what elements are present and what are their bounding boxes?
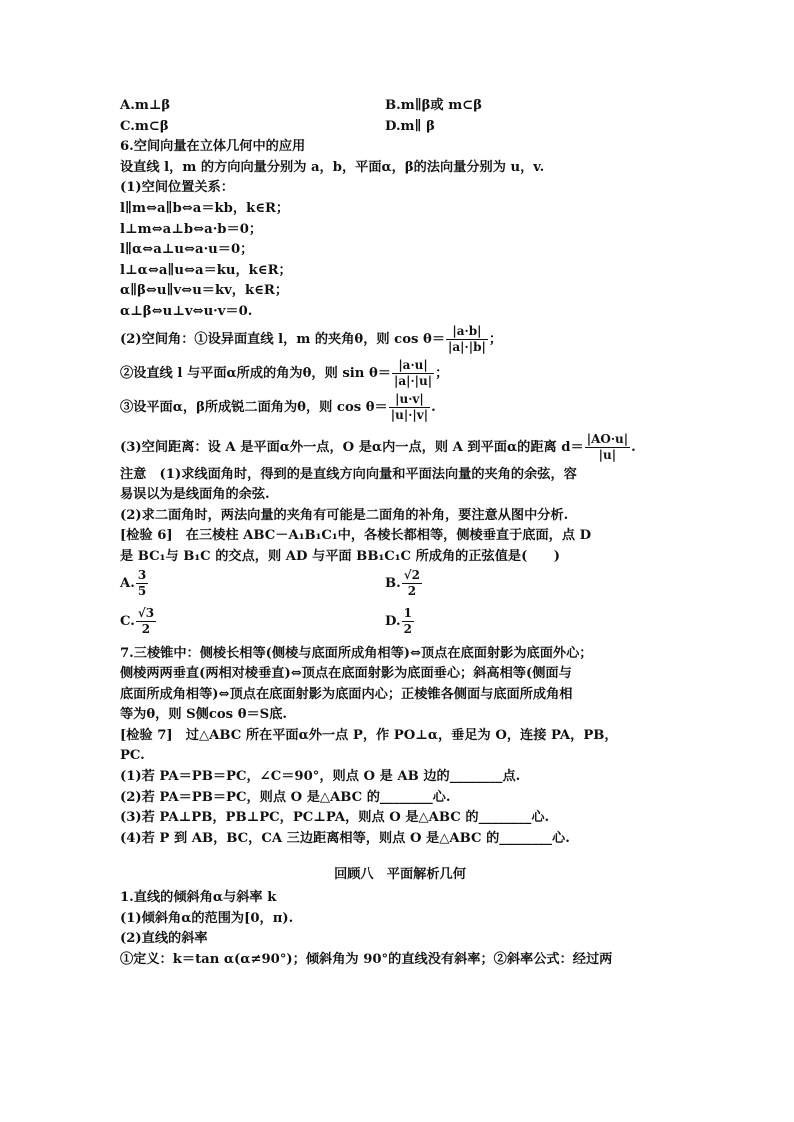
section-7-line: 侧棱两两垂直(两相对棱垂直)⇔顶点在底面射影为底面垂心；斜高相等(侧面与 [120, 666, 572, 682]
choice-b: B. $\frac{√2}{2}$ [385, 567, 420, 598]
position-relation-title: (1)空间位置关系： [120, 180, 234, 196]
check-7-item: (3)若 PA⊥PB，PB⊥PC，PC⊥PA，则点 O 是△ABC 的________心. [120, 810, 550, 826]
review-8-line: (1)倾斜角α的范围为[0，π). [120, 910, 294, 926]
fraction: $\frac{√3}{2}$ [137, 605, 155, 636]
note-line: (2)求二面角时，两法向量的夹角有可能是二面角的补角，要注意从图中分析. [120, 507, 569, 523]
section-7-line: 等为θ，则 S侧cos θ＝S底. [120, 707, 287, 723]
review-8-line: ①定义：k＝tan α(α≠90°)；倾斜角为 90°的直线没有斜率；②斜率公式：经过两 [120, 951, 613, 967]
check-6-choices-row-1 [120, 568, 680, 606]
angle-formula-3: ③设平面α，β所成锐二面角为θ，则 cos θ＝ $\frac{|u\cdot v|}{|u|\cdot|v|}$ . [120, 391, 436, 422]
option-a: A.m⊥β [120, 98, 171, 113]
fraction: $\frac{|a\cdot b|}{|a|\cdot|b|}$ [448, 323, 486, 354]
check-6-question: 是 BC₁与 B₁C 的交点，则 AD 与平面 BB₁C₁C 所成角的正弦值是( ) [120, 548, 560, 564]
section-7-line: 7.三棱锥中：侧棱长相等(侧棱与底面所成角相等)⇔顶点在底面射影为底面外心； [120, 645, 593, 661]
fraction: $\frac{3}{5}$ [137, 567, 147, 598]
fraction: $\frac{1}{2}$ [403, 605, 412, 636]
note-line: 注意 (1)求线面角时，得到的是直线方向向量和平面法向量的夹角的余弦，容 [120, 466, 577, 482]
review-8-title: 回顾八 平面解析几何 [334, 867, 466, 883]
review-8-line: 1.直线的倾斜角α与斜率 k [120, 890, 277, 906]
angle-formula-2: ②设直线 l 与平面α所成的角为θ，则 sin θ＝ $\frac{|a\cdot u|}{|a|\cdot|u|}$ ； [120, 357, 449, 388]
relation-line: l⊥α⇔a∥u⇔a＝ku，k∈R； [120, 262, 292, 278]
option-d: D.m∥ β [385, 118, 435, 134]
option-c: C.m⊂β [120, 118, 169, 134]
check-7-item: (4)若 P 到 AB，BC，CA 三边距离相等，则点 O 是△ABC 的________心. [120, 830, 570, 846]
relation-line: l∥m⇔a∥b⇔a＝kb，k∈R； [120, 200, 290, 216]
check-6-question: [检验 6] 在三棱柱 ABC－A₁B₁C₁中，各棱长都相等，侧棱垂直于底面，点 D [120, 528, 592, 544]
fraction: $\frac{|AO\cdot u|}{|u|}$ [586, 431, 629, 462]
fraction: $\frac{|a\cdot u|}{|a|\cdot|u|}$ [393, 357, 433, 388]
relation-line: l⊥m⇔a⊥b⇔a·b＝0； [120, 221, 263, 237]
check-7-question: [检验 7] 过△ABC 所在平面α外一点 P，作 PO⊥α，垂足为 O，连接 PA，PB， [120, 727, 618, 743]
angle-formula-1: (2)空间角：①设异面直线 l，m 的夹角θ，则 cos θ＝ $\frac{|a\cdot b|}{|a|\cdot|b|}$ ； [120, 323, 503, 354]
check-7-question: PC. [120, 748, 145, 764]
section-7-line: 底面所成角相等)⇔顶点在底面射影为底面内心；正棱锥各侧面与底面所成角相 [120, 686, 573, 702]
choice-c: C. $\frac{√3}{2}$ [120, 605, 155, 636]
choice-d: D. $\frac{1}{2}$ [385, 605, 412, 636]
note-line: 易误以为是线面角的余弦. [120, 487, 270, 503]
check-7-item: (1)若 PA＝PB＝PC，∠C＝90°，则点 O 是 AB 边的________点. [120, 769, 521, 785]
section-6-title: 6.空间向量在立体几何中的应用 [120, 139, 306, 155]
choice-row-2 [120, 117, 680, 138]
check-7-item: (2)若 PA＝PB＝PC，则点 O 是△ABC 的________心. [120, 789, 451, 805]
review-8-line: (2)直线的斜率 [120, 931, 208, 947]
relation-line: α⊥β⇔u⊥v⇔u·v＝0. [120, 303, 253, 319]
relation-line: l∥α⇔a⊥u⇔a·u＝0； [120, 242, 254, 258]
section-6-intro: 设直线 l，m 的方向向量分别为 a，b，平面α，β的法向量分别为 u，v. [120, 159, 545, 175]
document-page [120, 96, 680, 970]
check-6-choices-row-2 [120, 606, 680, 644]
option-b: B.m∥β或 m⊂β [385, 98, 482, 113]
fraction: $\frac{√2}{2}$ [403, 567, 420, 598]
choice-a: A. $\frac{3}{5}$ [120, 567, 147, 598]
relation-line: α∥β⇔u∥v⇔u＝kv，k∈R； [120, 283, 289, 299]
choice-row-1 [120, 96, 680, 117]
fraction: $\frac{|u\cdot v|}{|u|\cdot|v|}$ [390, 391, 429, 422]
distance-formula: (3)空间距离：设 A 是平面α外一点，O 是α内一点，则 A 到平面α的距离 d＝ $\frac{|AO\cdot u|}{|u|}$ . [120, 431, 636, 462]
